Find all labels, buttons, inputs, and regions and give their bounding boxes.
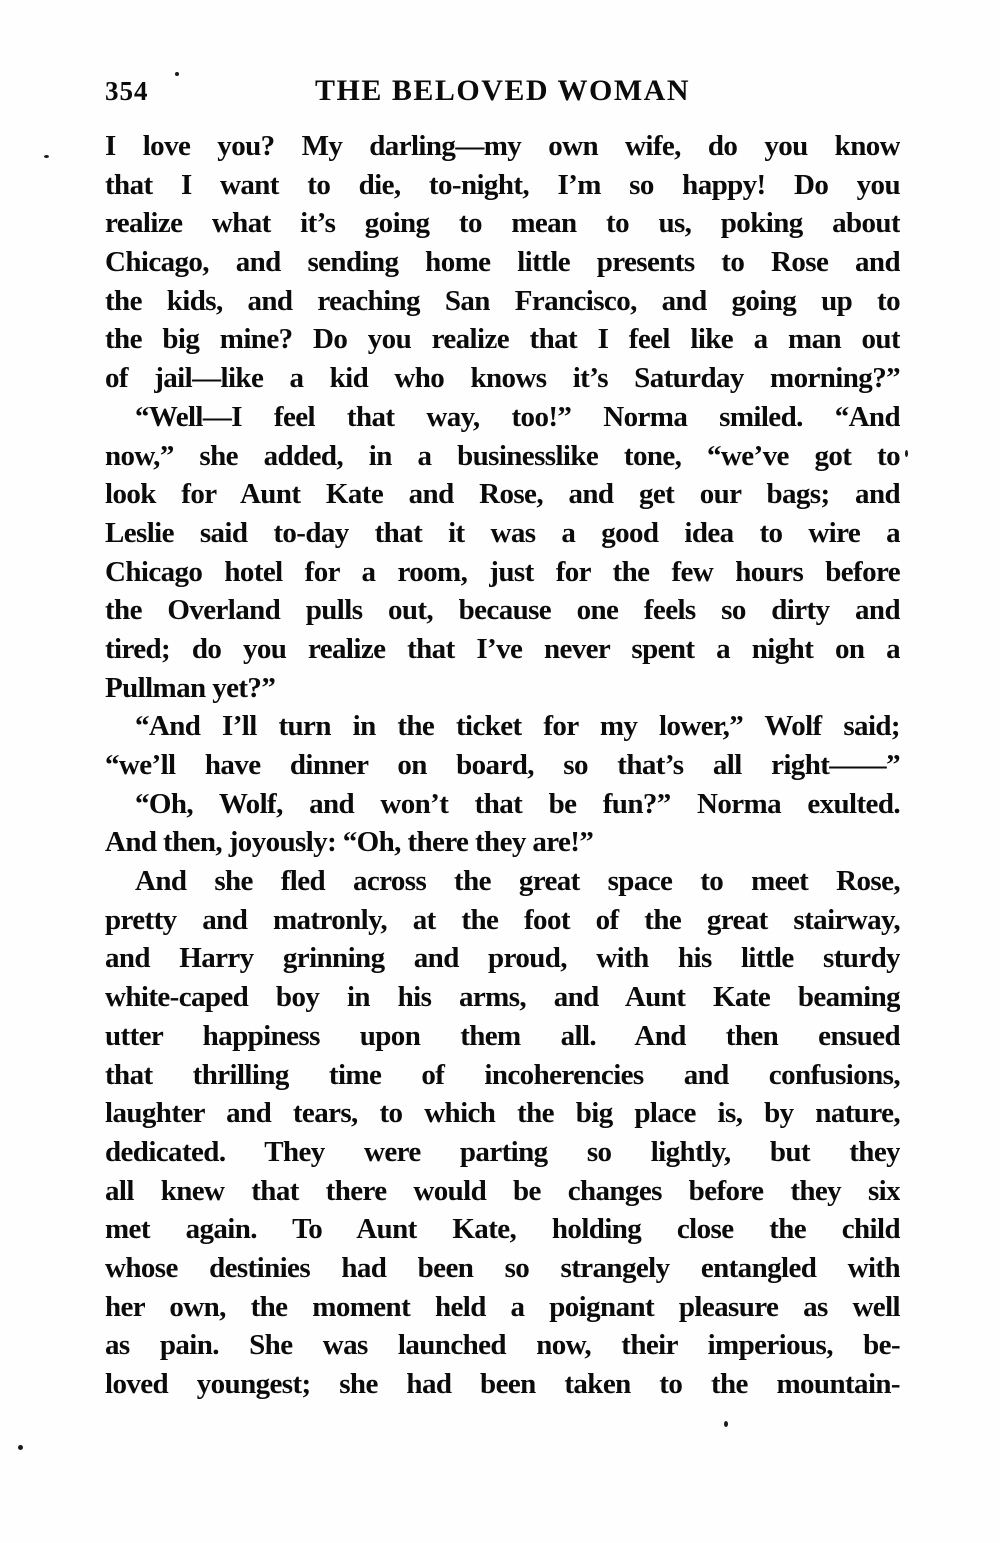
- text-line: laughter and tears, to which the big place is, by nature,: [105, 1097, 900, 1130]
- page-header: [105, 74, 900, 108]
- scan-speck: [724, 1421, 728, 1427]
- body-text: [105, 127, 900, 1404]
- text-line: of jail—like a kid who knows it’s Saturday morning?”: [105, 362, 900, 395]
- text-line: “Well—I feel that way, too!” Norma smiled. “And: [135, 400, 900, 433]
- text-line: Chicago hotel for a room, just for the few hours before: [105, 555, 900, 588]
- text-line: dedicated. They were parting so lightly, but they: [105, 1135, 900, 1168]
- text-line: realize what it’s going to mean to us, poking about: [105, 207, 900, 240]
- text-line: “we’ll have dinner on board, so that’s all right——”: [105, 749, 900, 781]
- scan-speck: [175, 72, 179, 76]
- text-line: Chicago, and sending home little presents to Rose and: [105, 246, 900, 279]
- text-line: the big mine? Do you realize that I feel like a man out: [105, 323, 900, 356]
- text-line: And she fled across the great space to meet Rose,: [135, 865, 900, 898]
- text-line: “Oh, Wolf, and won’t that be fun?” Norma exulted.: [135, 787, 900, 820]
- text-line: all knew that there would be changes before they six: [105, 1174, 900, 1207]
- text-line: loved youngest; she had been taken to the mountain-: [105, 1368, 900, 1400]
- text-line: Pullman yet?”: [105, 671, 276, 704]
- text-line: And then, joyously: “Oh, there they are!”: [105, 826, 594, 859]
- text-line: utter happiness upon them all. And then ensued: [105, 1019, 900, 1052]
- text-line: that thrilling time of incoherencies and confusions,: [105, 1058, 900, 1091]
- scan-speck: [18, 1445, 23, 1450]
- text-line: now,” she added, in a businesslike tone, “we’ve got to: [105, 439, 900, 472]
- text-line: the kids, and reaching San Francisco, and going up to: [105, 284, 900, 317]
- running-title: THE BELOVED WOMAN: [315, 74, 690, 107]
- text-line: whose destinies had been so strangely entangled with: [105, 1251, 900, 1284]
- text-line: look for Aunt Kate and Rose, and get our bags; and: [105, 478, 900, 511]
- text-line: the Overland pulls out, because one feels so dirty and: [105, 594, 900, 627]
- scan-speck: [44, 155, 49, 158]
- text-line: that I want to die, to-night, I’m so happy! Do you: [105, 168, 900, 201]
- text-line: as pain. She was launched now, their imperious, be-: [105, 1329, 900, 1362]
- text-line: pretty and matronly, at the foot of the great stairway,: [105, 903, 900, 936]
- text-line: her own, the moment held a poignant pleasure as well: [105, 1290, 900, 1323]
- text-line: white-caped boy in his arms, and Aunt Kate beaming: [105, 981, 900, 1014]
- text-line: “And I’ll turn in the ticket for my lower,” Wolf said;: [135, 710, 900, 743]
- scan-speck: [905, 450, 908, 457]
- text-line: I love you? My darling—my own wife, do you know: [105, 130, 900, 162]
- text-line: and Harry grinning and proud, with his little sturdy: [105, 942, 900, 975]
- text-line: tired; do you realize that I’ve never spent a night on a: [105, 632, 900, 665]
- page-number: 354: [105, 76, 149, 106]
- text-line: Leslie said to-day that it was a good idea to wire a: [105, 516, 900, 549]
- text-line: met again. To Aunt Kate, holding close the child: [105, 1213, 900, 1246]
